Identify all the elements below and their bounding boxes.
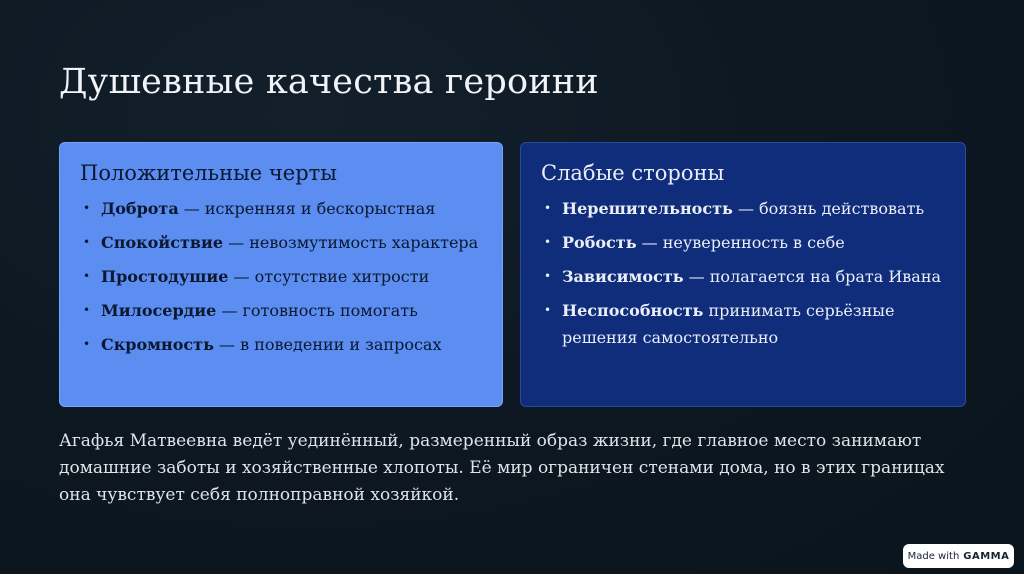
list-item <box>541 263 945 290</box>
weak-sides-list <box>541 195 945 351</box>
list-item <box>541 229 945 256</box>
made-with-gamma-badge[interactable] <box>903 544 1014 568</box>
bullet-icon: • <box>83 201 91 215</box>
bullet-icon: • <box>544 235 552 249</box>
weak-sides-card <box>520 142 966 407</box>
trait-term: Зависимость <box>562 267 684 286</box>
trait-term: Милосердие <box>101 301 217 320</box>
list-item <box>80 229 482 256</box>
list-item <box>541 297 945 351</box>
trait-term: Нерешительность <box>562 199 733 218</box>
trait-term: Доброта <box>101 199 179 218</box>
list-item <box>80 297 482 324</box>
bullet-icon: • <box>83 337 91 351</box>
trait-desc: — в поведении и запросах <box>213 335 442 354</box>
trait-desc: — искренняя и бескорыстная <box>178 199 436 218</box>
trait-term: Спокойствие <box>101 233 224 252</box>
trait-desc: — боязнь действовать <box>732 199 925 218</box>
trait-desc: — полагается на брата Ивана <box>683 267 942 286</box>
list-item <box>80 331 482 358</box>
slide-title: Душевные качества героини <box>59 62 599 102</box>
bullet-icon: • <box>544 269 552 283</box>
bullet-icon: • <box>544 303 552 317</box>
bullet-icon: • <box>83 235 91 249</box>
bullet-icon: • <box>83 269 91 283</box>
list-item <box>80 195 482 222</box>
trait-desc: — готовность помогать <box>216 301 418 320</box>
list-item <box>541 195 945 222</box>
positive-traits-title: Положительные черты <box>80 161 337 185</box>
bullet-icon: • <box>83 303 91 317</box>
trait-term: Простодушие <box>101 267 229 286</box>
trait-term: Неспособность <box>562 301 704 320</box>
bullet-icon: • <box>544 201 552 215</box>
trait-term: Скромность <box>101 335 214 354</box>
trait-desc: — отсутствие хитрости <box>228 267 430 286</box>
gamma-logo: GAMMA <box>963 550 1010 562</box>
trait-desc: принимать серьёзные решения самостоятельно <box>562 301 895 347</box>
description-paragraph: Агафья Матвеевна ведёт уединённый, размеренный образ жизни, где главное место занимают домашние заботы и хозяйственные хлопоты. Её мир ограничен стенами дома, но в этих границах она чувствует себя полноправной хозяйкой. <box>59 431 945 505</box>
positive-traits-list <box>80 195 482 358</box>
trait-desc: — невозмутимость характера <box>223 233 479 252</box>
list-item <box>80 263 482 290</box>
weak-sides-title: Слабые стороны <box>541 161 725 185</box>
trait-desc: — неуверенность в себе <box>636 233 845 252</box>
positive-traits-card <box>59 142 503 407</box>
badge-prefix: Made with <box>907 550 960 562</box>
trait-term: Робость <box>562 233 637 252</box>
